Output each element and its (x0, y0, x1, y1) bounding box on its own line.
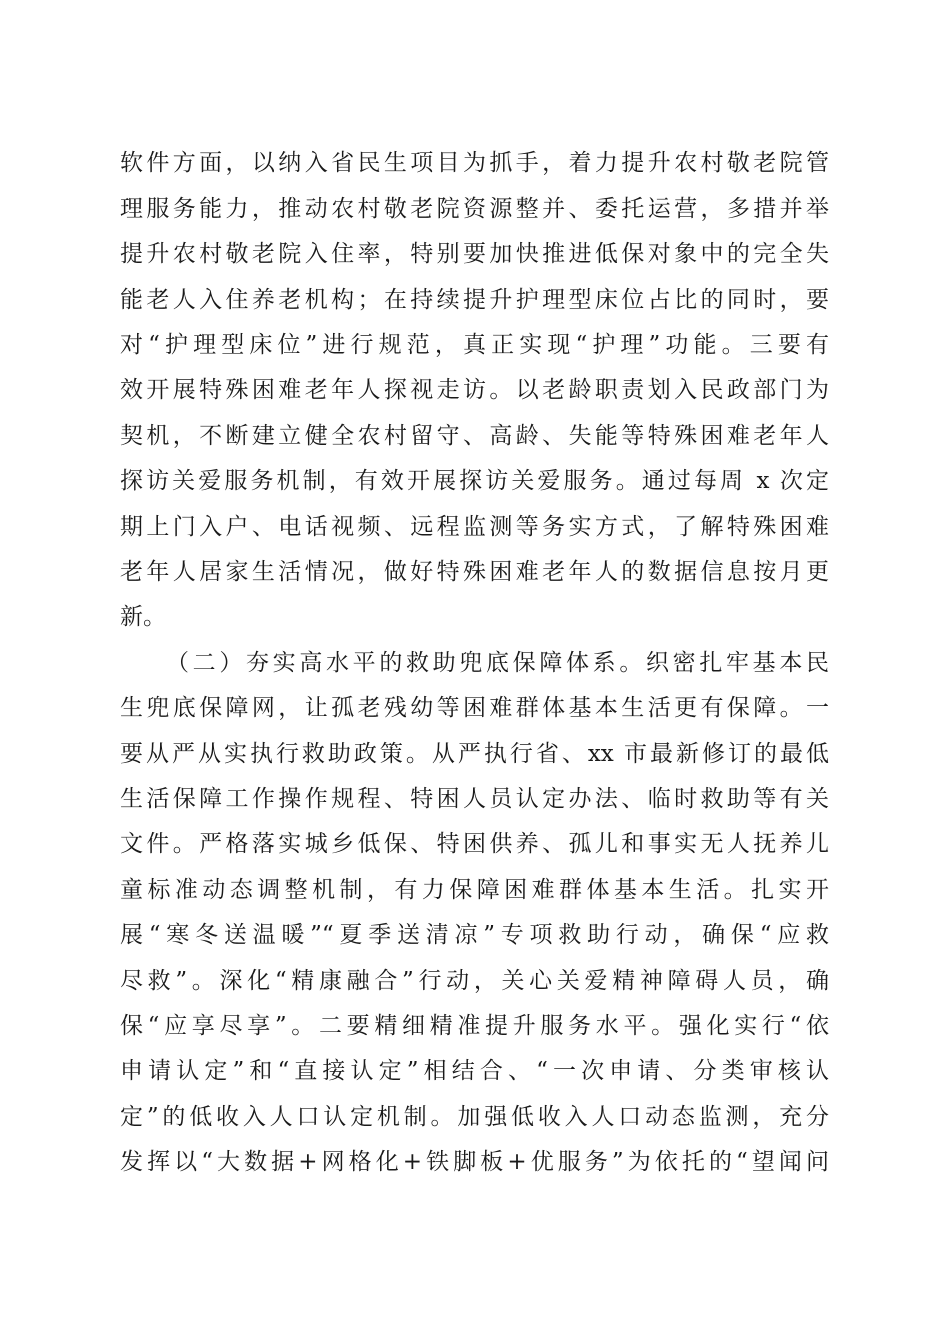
paragraph-line: 童标准动态调整机制，有力保障困难群体基本生活。扎实开 (120, 877, 829, 903)
paragraph-line: 生兜底保障网，让孤老残幼等困难群体基本生活更有保障。一 (120, 695, 829, 721)
paragraph-line: 能老人入住养老机构；在持续提升护理型床位占比的同时，要 (120, 287, 829, 313)
section-heading-line: （二）夯实高水平的救助兜底保障体系。织密扎牢基本民 (166, 650, 829, 676)
paragraph-line: 展“寒冬送温暖”“夏季送清凉”专项救助行动，确保“应救 (120, 922, 829, 948)
paragraph-line: 契机，不断建立健全农村留守、高龄、失能等特殊困难老年人 (120, 423, 829, 449)
paragraph-line: 尽救”。深化“精康融合”行动，关心关爱精神障碍人员，确 (120, 968, 829, 994)
paragraph-line: 期上门入户、电话视频、远程监测等务实方式，了解特殊困难 (120, 514, 829, 540)
paragraph-line: 文件。严格落实城乡低保、特困供养、孤儿和事实无人抚养儿 (120, 831, 829, 857)
paragraph-line: 要从严从实执行救助政策。从严执行省、xx 市最新修订的最低 (120, 741, 829, 767)
paragraph-line: 对“护理型床位”进行规范，真正实现“护理”功能。三要有 (120, 332, 829, 358)
paragraph-line: 申请认定”和“直接认定”相结合、“一次申请、分类审核认 (120, 1058, 829, 1084)
paragraph-line: 新。 (120, 604, 166, 630)
paragraph-line: 生活保障工作操作规程、特困人员认定办法、临时救助等有关 (120, 786, 829, 812)
paragraph-line: 效开展特殊困难老年人探视走访。以老龄职责划入民政部门为 (120, 377, 829, 403)
paragraph-line: 发挥以“大数据+网格化+铁脚板+优服务”为依托的“望闻问 (120, 1149, 829, 1175)
paragraph-line: 理服务能力，推动农村敬老院资源整并、委托运营，多措并举 (120, 196, 829, 222)
paragraph-line: 提升农村敬老院入住率，特别要加快推进低保对象中的完全失 (120, 241, 829, 267)
paragraph-line: 软件方面，以纳入省民生项目为抓手，着力提升农村敬老院管 (120, 150, 829, 176)
paragraph-line: 保“应享尽享”。二要精细精准提升服务水平。强化实行“依 (120, 1013, 829, 1039)
paragraph-line: 定”的低收入人口认定机制。加强低收入人口动态监测，充分 (120, 1104, 829, 1130)
paragraph-line: 探访关爱服务机制，有效开展探访关爱服务。通过每周 x 次定 (120, 468, 829, 494)
paragraph-line: 老年人居家生活情况，做好特殊困难老年人的数据信息按月更 (120, 559, 829, 585)
